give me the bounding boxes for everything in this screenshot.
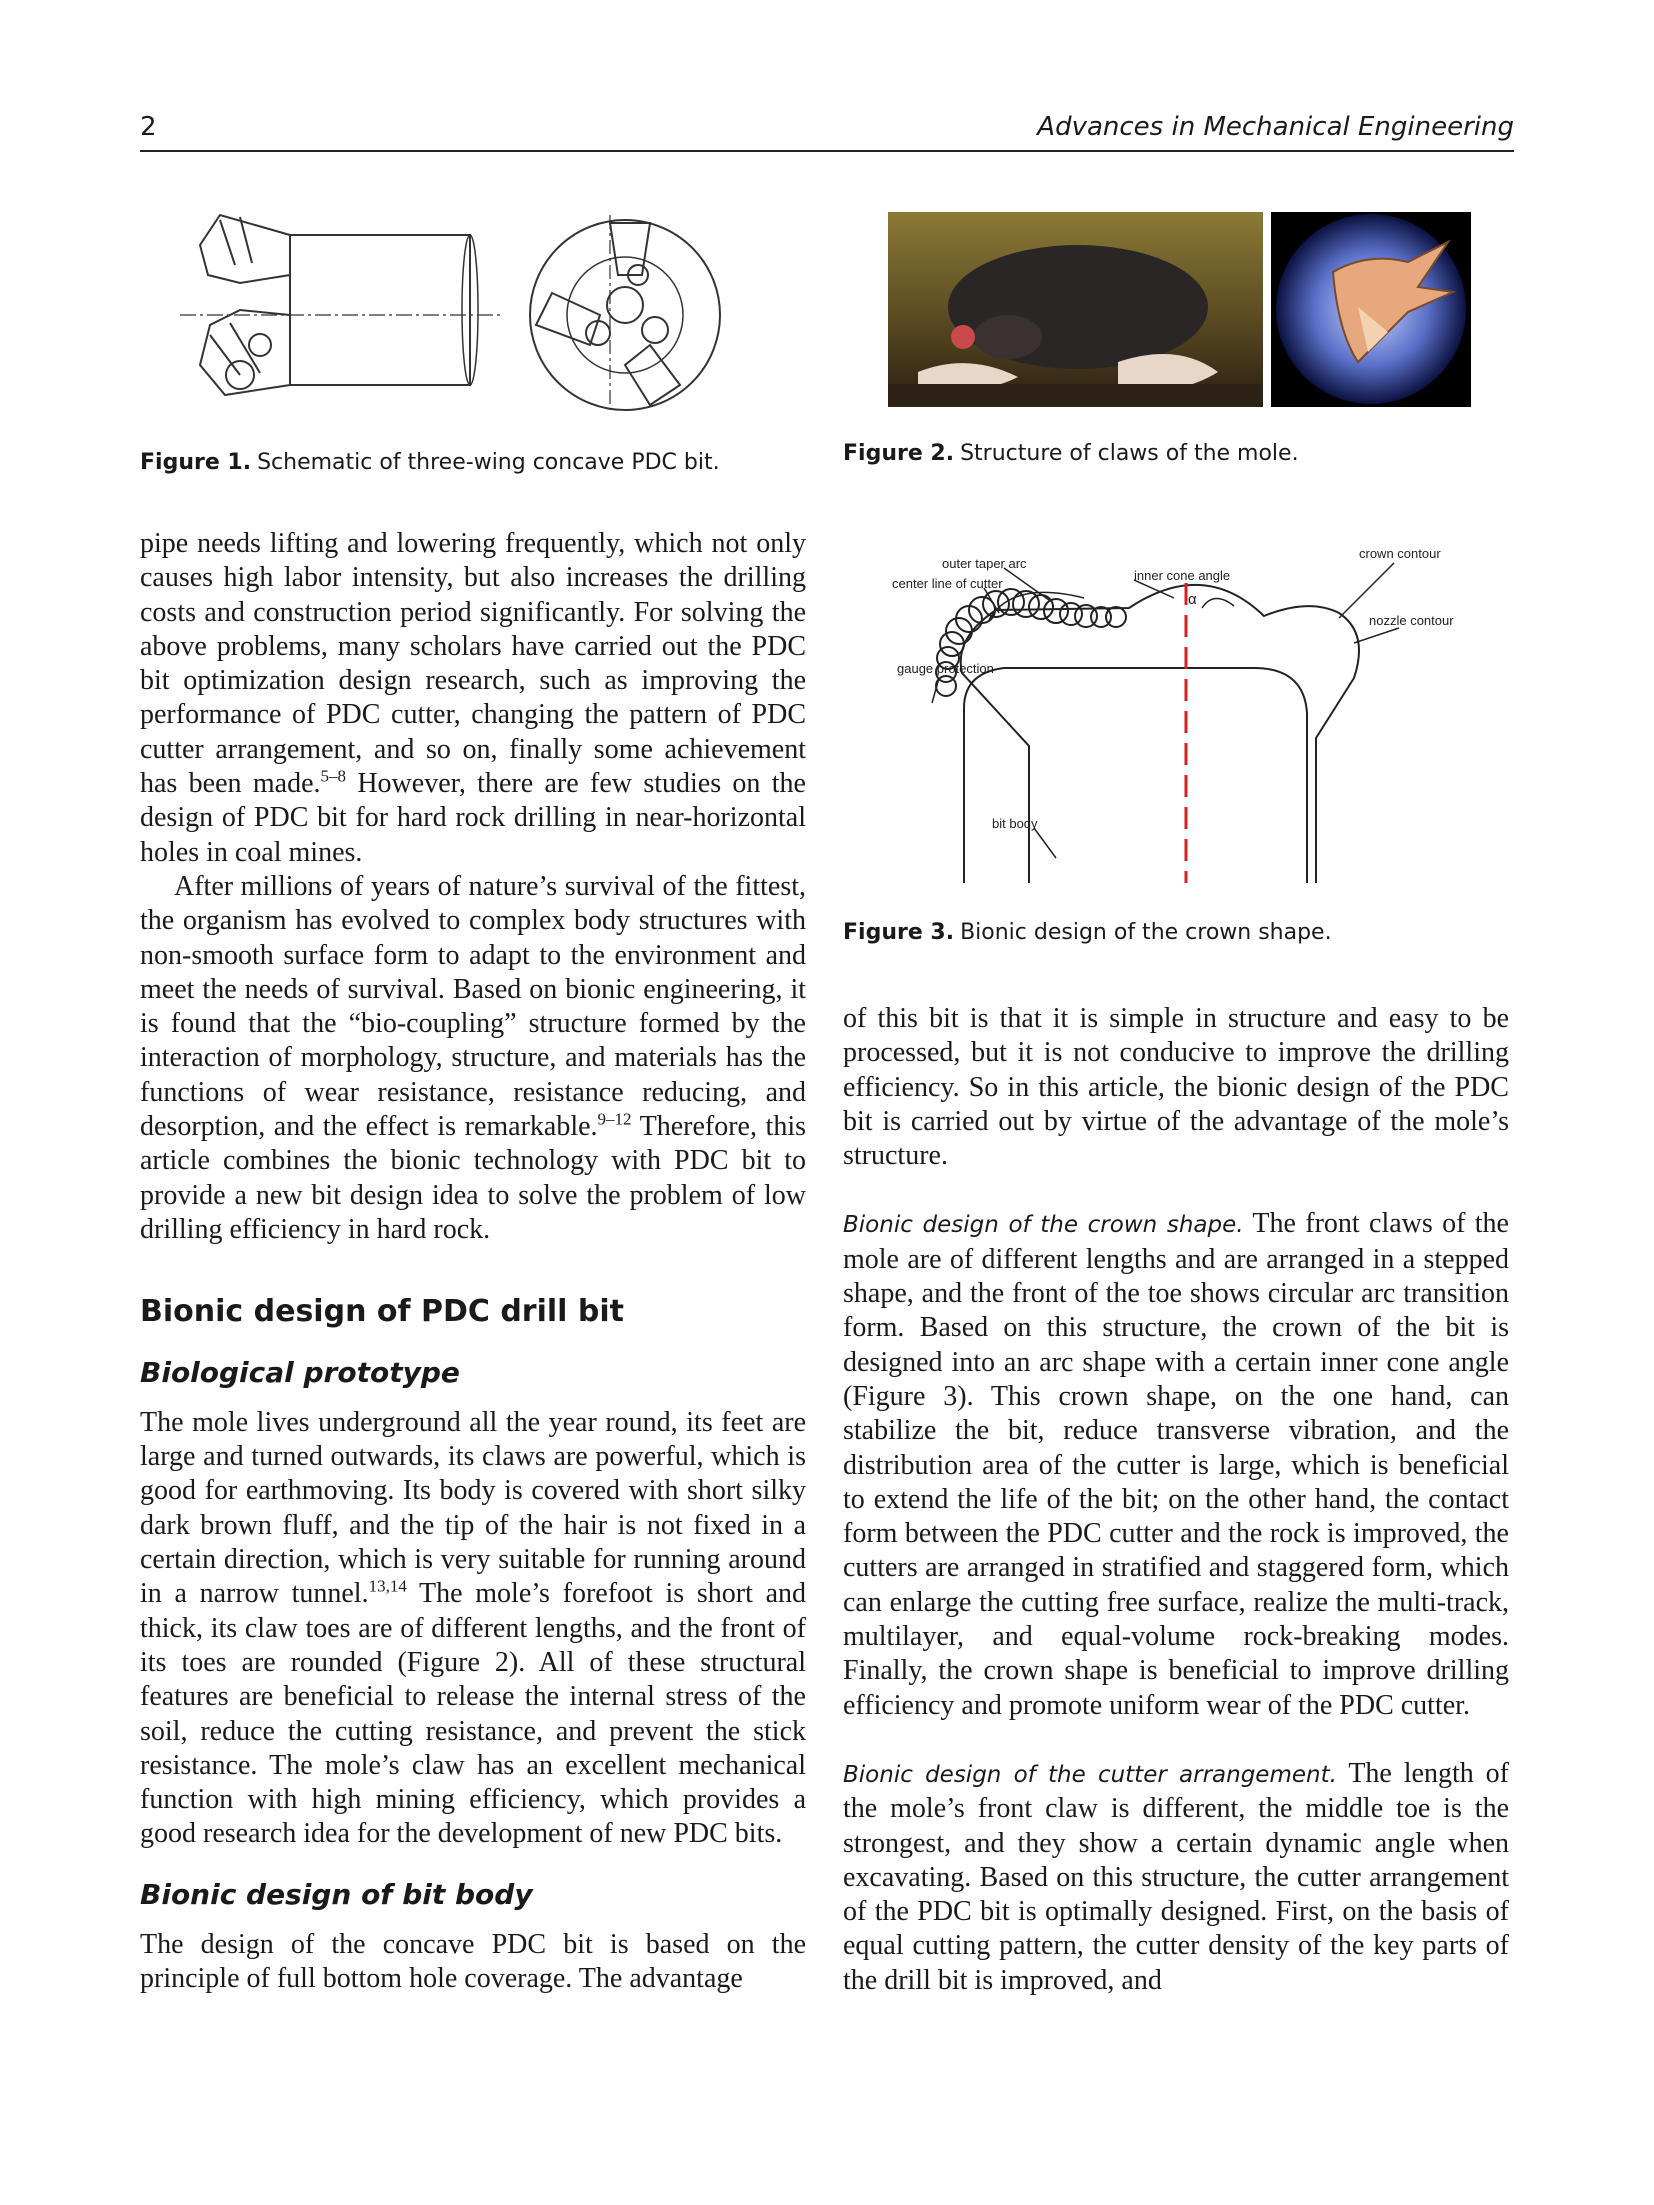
figure-1-pdc-bit-schematic — [180, 205, 740, 420]
paragraph: pipe needs lifting and lowering frequently, which not only causes high labor intensity, but also increases the drilling costs and construction period significantly. For solving the above problems, many scholars have carried out the PDC bit optimization design research, such as improving the performance of PDC cutter, changing the pattern of PDC cutter arrangement, and so on, finally some achievement has been made.$^{5-8}$ However, there are few studies on the design of PDC bit for hard rock drilling in near-horizontal holes in coal mines. — [140, 528, 806, 868]
paragraph: Bionic design of the cutter arrangement. The length of the mole’s front claw is different, the middle toe is the strongest, and they show a certain dynamic angle when excavating. Based on this structure, the cutter arrangement of the PDC bit is optimally designed. First, on the basis of equal cutting pattern, the cutter density of the key parts of the drill bit is improved, and — [843, 1757, 1509, 1996]
crown-contour — [961, 585, 1359, 883]
figure-3-caption — [843, 920, 1503, 945]
mole-claw-microscope-photo — [1271, 212, 1471, 407]
label-outer-taper-arc: outer taper arc — [942, 556, 1027, 571]
label-alpha: α — [1188, 591, 1197, 608]
running-header — [140, 112, 1514, 152]
cutter-wing-top — [200, 215, 290, 283]
cutter-circles — [936, 589, 1126, 696]
paragraph: The design of the concave PDC bit is based on the principle of full bottom hole coverage. The advantage — [140, 1928, 806, 1995]
figure-2-caption-text: Structure of claws of the mole. — [960, 441, 1299, 466]
run-in-heading: Bionic design of the crown shape. — [843, 1212, 1244, 1239]
label-nozzle-contour: nozzle contour — [1369, 613, 1454, 628]
inner-cone-angle-arc — [1202, 598, 1234, 608]
cutter-wing-bottom — [200, 310, 290, 395]
figure-2-mole-photos — [888, 212, 1471, 407]
section-heading: Bionic design of PDC drill bit — [140, 1294, 624, 1330]
label-inner-cone-angle: inner cone angle — [1134, 568, 1231, 583]
paragraph: Bionic design of the crown shape. The front claws of the mole are of different lengths and are arranged in a stepped shape, and the front of the toe shows circular arc transition form. Based on this structure, the crown of the bit is designed into an arc shape with a certain inner cone angle (Figure 3). This crown shape, on the one hand, can stabilize the bit, reduce transverse vibration, and the distribution area of the cutter is large, which is beneficial to extend the life of the bit; on the other hand, the contact form between the PDC cutter and the rock is improved, the cutters are arranged in stratified and staggered form, which can enlarge the cutting free surface, realize the multi-track, multilayer, and equal-volume rock-breaking modes. Finally, the crown shape is beneficial to improve drilling efficiency and promote uniform wear of the PDC cutter. — [843, 1208, 1509, 1721]
figure-3-label: Figure 3. — [843, 920, 955, 945]
journal-title: Advances in Mechanical Engineering — [1037, 112, 1514, 142]
citation: 5–8 — [320, 766, 346, 786]
paragraph: After millions of years of nature’s survival of the fittest, the organism has evolved to complex body structures with non-smooth surface form to adapt to the environment and meet the needs of survival. Based on bionic engineering, it is found that the “bio-coupling” structure formed by the interaction of morphology, structure, and materials has the functions of wear resistance, resistance reducing, and desorption, and the effect is remarkable.$^{9-12}$ Therefore, this article combines the bionic technology with PDC bit to provide a new bit design idea to solve the problem of low drilling efficiency in hard rock. — [140, 870, 806, 1245]
left-column — [140, 527, 806, 1997]
label-gauge-protection: gauge protection — [897, 661, 994, 676]
leader-lines — [932, 563, 1399, 858]
figure-3-crown-shape-diagram — [884, 528, 1484, 883]
label-crown-contour: crown contour — [1359, 546, 1441, 561]
figure-3-caption-text: Bionic design of the crown shape. — [960, 920, 1332, 945]
page-number: 2 — [140, 112, 157, 142]
paragraph: of this bit is that it is simple in structure and easy to be processed, but it is not conducive to improve the drilling efficiency. So in this article, the bionic design of the PDC bit is carried out by virtue of the advantage of the mole’s structure. — [843, 1003, 1509, 1172]
figure-2-caption — [843, 441, 1503, 466]
label-bit-body: bit body — [992, 816, 1038, 831]
citation: 9–12 — [597, 1109, 632, 1129]
figure-1-caption-text: Schematic of three-wing concave PDC bit. — [257, 450, 720, 475]
figure-1-caption — [140, 450, 760, 475]
paragraph: The mole lives underground all the year round, its feet are large and turned outwards, its claws are powerful, which is good for earthmoving. Its body is covered with short silky dark brown fluff, and the tip of the hair is not fixed in a certain direction, which is very suitable for running around in a narrow tunnel.$^{13,14}$ The mole’s forefoot is short and thick, its claw toes are of different lengths, and the front of its toes are rounded (Figure 2). All of these structural features are beneficial to release the internal stress of the soil, reduce the cutting resistance, and prevent the stick resistance. The mole’s claw has an excellent mechanical function with high mining efficiency, which provides a good research idea for the development of new PDC bits. — [140, 1406, 806, 1850]
mole-photo — [888, 212, 1263, 407]
figure-2-label: Figure 2. — [843, 441, 955, 466]
subsection-heading: Bionic design of bit body — [140, 1877, 533, 1911]
bit-front-view — [530, 215, 720, 410]
figure-1-label: Figure 1. — [140, 450, 252, 475]
bit-body-side-outline — [290, 235, 470, 385]
label-center-line: center line of cutter — [892, 576, 1003, 591]
citation: 13,14 — [368, 1576, 407, 1596]
run-in-heading: Bionic design of the cutter arrangement. — [843, 1761, 1337, 1788]
bit-body-outline — [964, 668, 1307, 883]
right-column — [843, 1002, 1509, 1998]
subsection-heading: Biological prototype — [140, 1355, 460, 1389]
